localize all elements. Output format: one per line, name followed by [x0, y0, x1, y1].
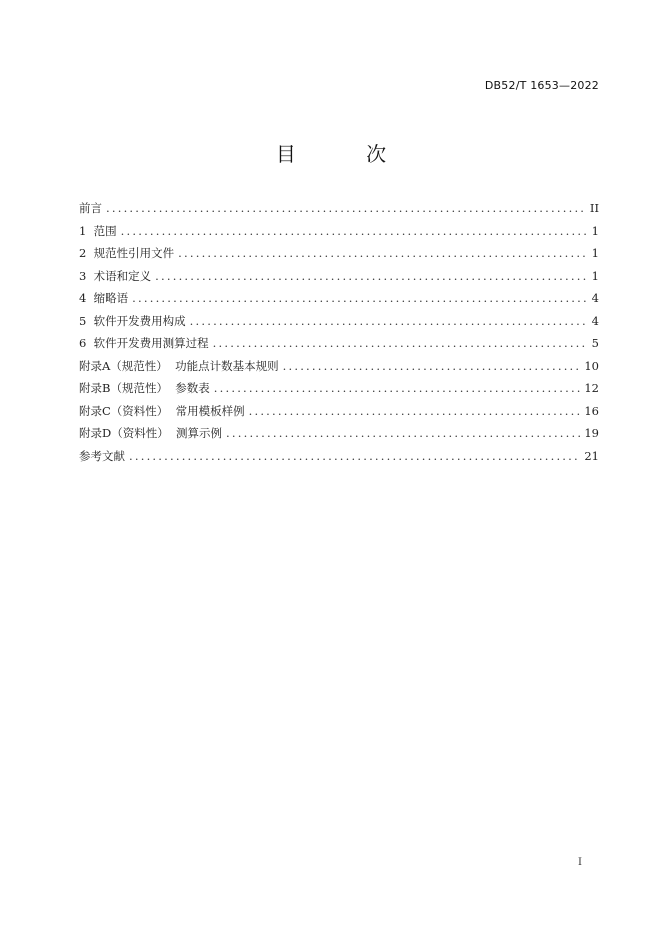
toc-entry-scope[interactable]: [79, 223, 599, 246]
toc-entry-label: 参考文献: [79, 448, 125, 463]
toc-entry-normative-references[interactable]: [79, 245, 599, 268]
toc-entry-page: 12: [584, 381, 599, 395]
toc-entry-label: 附录D（资料性） 测算示例: [79, 426, 223, 440]
toc-entry-appendix-d[interactable]: [79, 425, 599, 448]
toc-entry-page: II: [589, 201, 599, 215]
dot-leader: [214, 380, 581, 396]
toc-entry-page: 1: [591, 246, 599, 260]
toc-entry-cost-estimation-process[interactable]: [79, 335, 599, 358]
toc-entry-page: 1: [591, 268, 599, 283]
toc-entry-label: 附录B（规范性） 参数表: [79, 381, 210, 395]
toc-entry-foreword[interactable]: [79, 200, 599, 223]
toc-entry-page: 16: [584, 403, 599, 418]
toc-entry-page: 10: [584, 358, 599, 373]
toc-entry-abbreviations[interactable]: [79, 290, 599, 313]
dot-leader: [121, 223, 587, 239]
toc-entry-page: 4: [591, 313, 599, 328]
dot-leader: [132, 290, 587, 306]
document-code: DB52/T 1653—2022: [484, 79, 599, 92]
toc-entry-label: 6 软件开发费用测算过程: [79, 336, 209, 350]
toc-entry-appendix-a[interactable]: [79, 358, 599, 381]
page-number: I: [578, 857, 582, 868]
dot-leader: [213, 335, 587, 351]
toc-entry-page: 1: [591, 223, 599, 238]
dot-leader: [190, 313, 587, 329]
toc-entry-appendix-b[interactable]: [79, 380, 599, 403]
toc-entry-label: 前言: [79, 201, 102, 215]
toc-entry-appendix-c[interactable]: [79, 403, 599, 426]
toc-entry-cost-composition[interactable]: [79, 313, 599, 336]
toc-entry-label: 附录C（资料性） 常用模板样例: [79, 403, 245, 418]
dot-leader: [129, 448, 580, 464]
table-of-contents: [79, 200, 599, 470]
toc-entry-bibliography[interactable]: [79, 448, 599, 471]
dot-leader: [155, 268, 587, 284]
toc-entry-page: 4: [591, 291, 599, 305]
toc-title: 目 次: [275, 142, 419, 166]
toc-entry-page: 19: [584, 426, 599, 440]
toc-entry-label: 1 范围: [79, 223, 117, 238]
toc-entry-page: 21: [584, 448, 599, 463]
toc-entry-label: 3 术语和定义: [79, 268, 152, 283]
toc-entry-label: 4 缩略语: [79, 291, 129, 305]
dot-leader: [226, 425, 580, 441]
toc-entry-label: 2 规范性引用文件: [79, 246, 175, 260]
toc-entry-label: 附录A（规范性） 功能点计数基本规则: [79, 358, 279, 373]
dot-leader: [106, 200, 586, 216]
dot-leader: [249, 403, 581, 419]
toc-entry-label: 5 软件开发费用构成: [79, 313, 186, 328]
dot-leader: [178, 245, 587, 261]
dot-leader: [283, 358, 581, 374]
toc-entry-terms-definitions[interactable]: [79, 268, 599, 291]
toc-entry-page: 5: [591, 336, 599, 350]
